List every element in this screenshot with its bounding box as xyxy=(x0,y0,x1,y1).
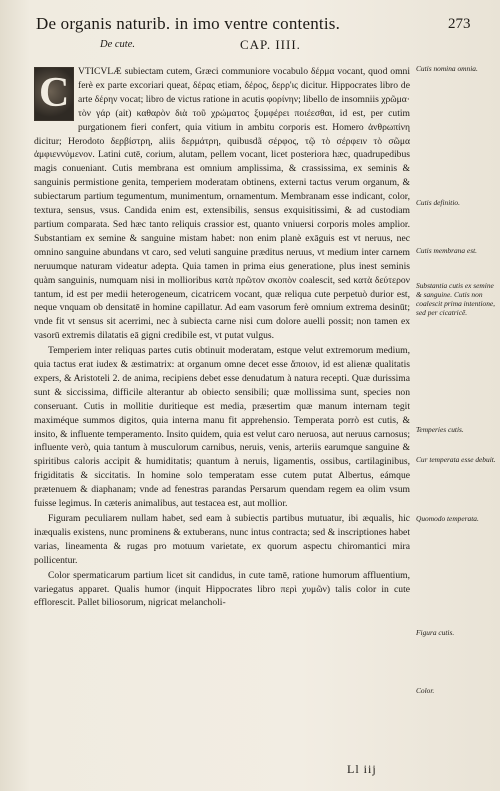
chapter-heading: CAP. IIII. xyxy=(240,37,301,52)
paragraph-1-text: VTICVLÆ subiectam cutem, Græci communiore vocabulo δέρμα vocant, quod omni ferè ex parte excoriari queat, δέρας etiam, δέρος, δερρ'ις dicitur. Hippocrates libro de arte δέρην vocat; libro de victus ratione in acutis φορίνην; libello de insomniis χρῶμα· τὸν γάρ (ait) καθαρὸν διὰ τοῦ χρώματος ξυμφέρει ποιέεσθαι, id est, per cutim purgationem fieri confert, quia vitium in ambitu corporis est. Homero ἀνθρωπίνη dicitur; Herodoto δερβίστρη, aliis δερμάτρη, quibusdã σέρφος, τῷ τὸ σέρφειν τὸ σῶμα ἀμφιεννύμενον. Latini cutē, corium, alutam, pellem vocant, licet posteriora hæc, quadrupedibus magis conueniant. Cutis membrana est omnium amplissima, & crassissima, ex seminis & sanguinis permistione genita, temperiem moderatam obtinens, externi tactus verum organum, & subiectarum partium tegumentum, munimentum, ornamentum. Membranam esse indicant, color, textura, sensus, vsus. Candida enim est, extensibilis, sensus exquisitissimi, & ad custodiam partium comparata. Sed hæc tanto reliquis crassior est, quanto vniuersi corporis moles amplior. Substantiam ex semine & sanguine mistam habet: non enim planè exāguis est vt neruus, nec omnino sanguine abundans vt caro, sed veluti sanguine præditus neruus, vt medium inter carnem neruumque naturam videatur adepta. Quia tamen in prima eius generatione, plus inest seminis quàm sanguinis, numquam nisi in mollioribus κατὰ πρῶτον σκοπὸν coalescit, sed κατὰ δεύτερον tantum, id est per medii heterogeneum, cicatricem vocant, quæ reliqua cute perpetuò durior est, neque vnquam ob densitatē in homine capillatur. Ad eam vasorum ferè omnium extrema desinūt; vnde fit vt sensus sit acerrimi, nec à subiecta carne nisi cum dolore auelli possit; non tamen ex vasorū extremis dilatatis eā gigni credibile est, vt putat vulgus. xyxy=(34,66,410,342)
paragraph-2: Temperiem inter reliquas partes cutis obtinuit moderatam, estque velut extremorum medium, quia tactus erat iudex & æstimatrix: at organum omne decet esse ἄποιον, id est alienæ qualitatis expers, & Aristoteli 2. de anima, recipiens debet esse denudatum à natura recepti. Quæ durissima sunt & siccissima, difficile alterantur ab obiecto sensibili; quæ mollissima sunt, species non conseruant. Cutis in mollitie duritieque est media, præsertim quæ manum internam tegit maximéque summos digitos, quia interna manu fit apprehensio. Temperata porrò est cutis, & insito, & influente temperamento. Insito quidem, quia est velut caro neruosa, aut neruus carnosus; influente verò, quia tantum à musculorum carnibus, neruis, venis, arteriis earumque sanguine & spiritibus caloris accipit & humiditatis; quantum à neruis, ligamentis, ossibus, cartilaginibus, frigiditatis & siccitatis. In homine solo temperatam esse cutem putat Albertus, eámque prætenuem & diaphanam; vnde ad fenestras parandas Persarum quendam regem ea olim vsum fuisse legimus. In cæteris animalibus, aut testacea est, aut mollior. xyxy=(34,345,410,510)
margin-note-membrana: Cutis membrana est. xyxy=(416,246,477,255)
margin-note-definitio: Cutis definitio. xyxy=(416,198,460,207)
section-label: De cute. xyxy=(100,39,135,50)
paragraph-4: Color spermaticarum partium licet sit candidus, in cute tamē, ratione humorum affluentium, variegatus apparet. Qualis humor (inquit Hippocrates libro περὶ χυμῶν) talis color in cute efflorescit. Pallet biliosorum, nigricat melancholi- xyxy=(34,569,410,609)
margin-note-cur-temperata: Cur temperata esse debuit. xyxy=(416,455,496,464)
page-number: 273 xyxy=(448,16,471,32)
margin-note-figura: Figura cutis. xyxy=(416,628,455,637)
margin-note-temperies: Temperies cutis. xyxy=(416,425,464,434)
decorated-initial xyxy=(34,67,74,121)
margin-note-substantia: Substantia cutis ex semine & sanguine. Cutis non coalescit prima intentione, sed per cicatricē. xyxy=(416,281,496,317)
margin-note-quomodo: Quomodo temperata. xyxy=(416,514,479,523)
margin-note-color: Color. xyxy=(416,686,435,695)
margin-note-nomina: Cutis nomina omnia. xyxy=(416,64,478,73)
running-head-title: De organis naturib. in imo ventre contentis. xyxy=(36,14,341,33)
paragraph-3: Figuram peculiarem nullam habet, sed eam à subiectis partibus mutuatur, ibi æqualis, hic inæqualis existens, nunc prominens & extuberans, nunc intus contracta; sed & inscriptiones habet varias, lineamenta & rugas pro motuum varietate, ex quorum aspectu chiromantici mira pollicentur. xyxy=(34,513,410,566)
main-text xyxy=(34,65,410,611)
signature-mark: Ll iij xyxy=(347,762,377,776)
initial-letter: C xyxy=(39,70,70,116)
paragraph-1 xyxy=(34,65,410,343)
